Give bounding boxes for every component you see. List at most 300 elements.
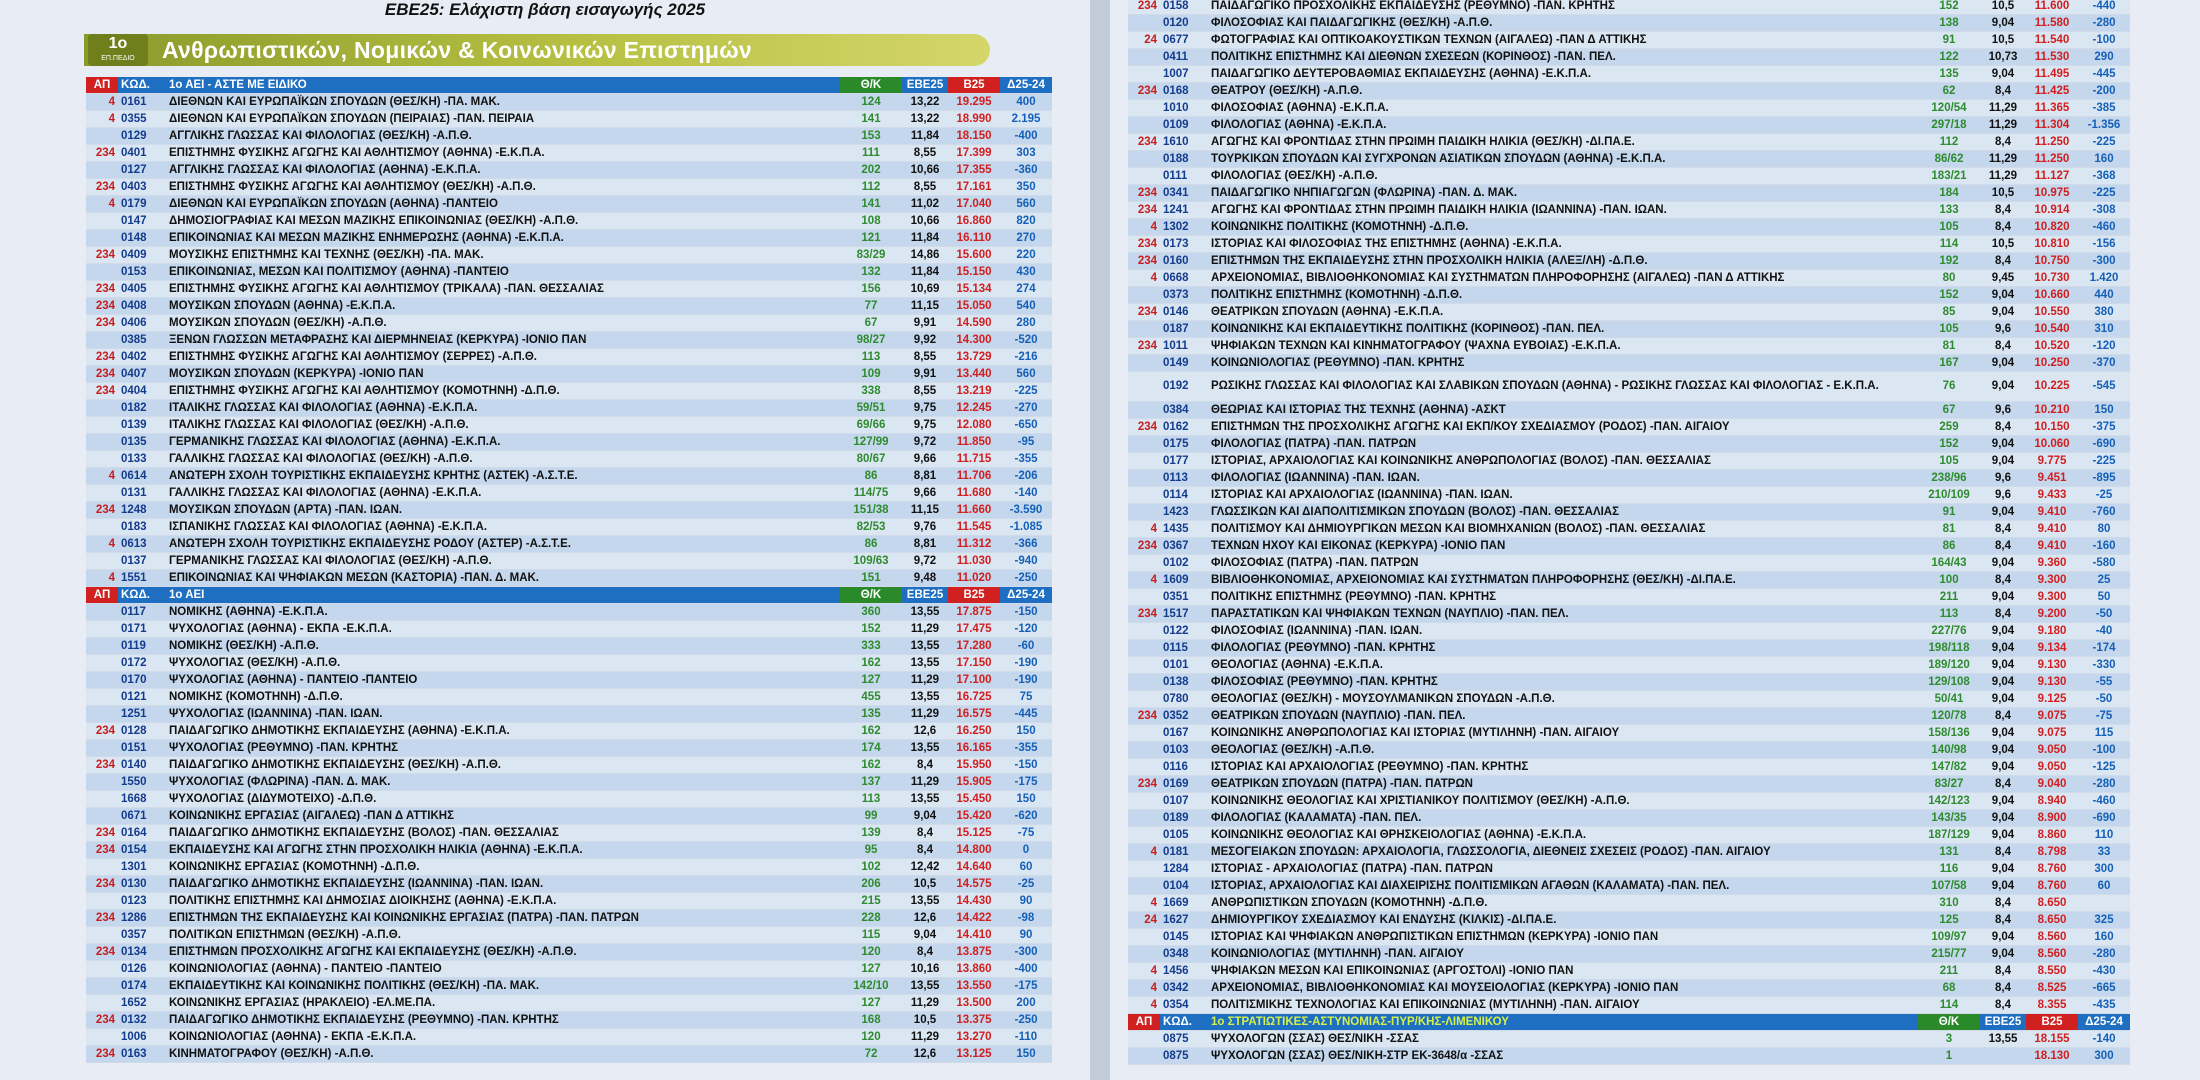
- name-cell: ΘΕΑΤΡΙΚΩΝ ΣΠΟΥΔΩΝ (ΠΑΤΡΑ) -ΠΑΝ. ΠΑΤΡΩΝ: [1208, 776, 1918, 793]
- ebe-cell: 13,55: [902, 893, 948, 910]
- ok-cell: 102: [840, 859, 902, 876]
- ap-cell: [86, 927, 118, 944]
- diff-cell: 160: [2078, 151, 2130, 168]
- name-cell: ΜΟΥΣΙΚΗΣ ΕΠΙΣΤΗΜΗΣ ΚΑΙ ΤΕΧΝΗΣ (ΘΕΣ/ΚΗ) -ΠΑ. ΜΑΚ.: [166, 247, 840, 264]
- b25-cell: 8.860: [2026, 827, 2078, 844]
- name-cell: ΠΑΙΔΑΓΩΓΙΚΟ ΔΗΜΟΤΙΚΗΣ ΕΚΠΑΙΔΕΥΣΗΣ (ΘΕΣ/ΚΗ) -Α.Π.Θ.: [166, 757, 840, 774]
- code-cell: 1301: [118, 859, 166, 876]
- diff-cell: -156: [2078, 236, 2130, 253]
- diff-cell: -368: [2078, 168, 2130, 185]
- b25-cell: 18.990: [948, 111, 1000, 128]
- table-row: [1128, 589, 2130, 606]
- b25-cell: 8.355: [2026, 997, 2078, 1014]
- ebe-cell: 11,84: [902, 230, 948, 247]
- ok-cell: 107/58: [1918, 878, 1980, 895]
- name-cell: ΕΚΠΑΙΔΕΥΤΙΚΗΣ ΚΑΙ ΚΟΙΝΩΝΙΚΗΣ ΠΟΛΙΤΙΚΗΣ (ΘΕΣ/ΚΗ) -ΠΑ. ΜΑΚ.: [166, 978, 840, 995]
- ap-cell: 234: [1128, 202, 1160, 219]
- name-cell: ΠΟΛΙΤΙΚΗΣ ΕΠΙΣΤΗΜΗΣ ΚΑΙ ΔΙΕΘΝΩΝ ΣΧΕΣΕΩΝ (ΚΟΡΙΝΘΟΣ) -ΠΑΝ. ΠΕΛ.: [1208, 49, 1918, 66]
- table-row: [86, 859, 1052, 876]
- ap-cell: [1128, 827, 1160, 844]
- ebe-cell: 11,29: [902, 621, 948, 638]
- ebe-cell: 13,55: [902, 978, 948, 995]
- ap-cell: 24: [1128, 912, 1160, 929]
- b25-cell: 13.440: [948, 366, 1000, 383]
- ebe-cell: 10,73: [1980, 49, 2026, 66]
- ap-cell: 234: [1128, 134, 1160, 151]
- name-cell: ΔΙΕΘΝΩΝ ΚΑΙ ΕΥΡΩΠΑΪΚΩΝ ΣΠΟΥΔΩΝ (ΘΕΣ/ΚΗ) -ΠΑ. ΜΑΚ.: [166, 94, 840, 111]
- code-cell: 1550: [118, 774, 166, 791]
- diff-cell: -360: [1000, 162, 1052, 179]
- header-ok-cell: Θ/Κ: [840, 77, 902, 94]
- table-row: [86, 808, 1052, 825]
- ebe-cell: 9,04: [902, 927, 948, 944]
- ap-cell: 234: [86, 502, 118, 519]
- code-cell: 0614: [118, 468, 166, 485]
- b25-cell: 8.525: [2026, 980, 2078, 997]
- b25-cell: 11.545: [948, 519, 1000, 536]
- ap-cell: [86, 791, 118, 808]
- code-cell: 0385: [118, 332, 166, 349]
- diff-cell: -650: [1000, 417, 1052, 434]
- code-cell: 0404: [118, 383, 166, 400]
- ebe-cell: 9,72: [902, 553, 948, 570]
- ok-cell: 67: [840, 315, 902, 332]
- ok-cell: 100: [1918, 572, 1980, 589]
- table-row: [1128, 997, 2130, 1014]
- ok-cell: 210/109: [1918, 487, 1980, 504]
- table-row: [86, 451, 1052, 468]
- diff-cell: 33: [2078, 844, 2130, 861]
- name-cell: ΠΑΙΔΑΓΩΓΙΚΟ ΝΗΠΙΑΓΩΓΩΝ (ΦΛΩΡΙΝΑ) -ΠΑΝ. Δ. ΜΑΚ.: [1208, 185, 1918, 202]
- ok-cell: 147/82: [1918, 759, 1980, 776]
- ap-cell: [86, 400, 118, 417]
- header-name-cell: 1ο ΑΕΙ: [166, 587, 840, 604]
- ok-cell: 77: [840, 298, 902, 315]
- name-cell: ΘΕΟΛΟΓΙΑΣ (ΑΘΗΝΑ) -Ε.Κ.Π.Α.: [1208, 657, 1918, 674]
- b25-cell: 11.850: [948, 434, 1000, 451]
- b25-cell: 11.495: [2026, 66, 2078, 83]
- ok-cell: 80: [1918, 270, 1980, 287]
- ok-cell: 83/29: [840, 247, 902, 264]
- ebe-cell: 11,29: [902, 706, 948, 723]
- ebe-cell: 9,04: [1980, 742, 2026, 759]
- ok-cell: 158/136: [1918, 725, 1980, 742]
- table-row: [1128, 793, 2130, 810]
- name-cell: ΕΚΠΑΙΔΕΥΣΗΣ ΚΑΙ ΑΓΩΓΗΣ ΣΤΗΝ ΠΡΟΣΧΟΛΙΚΗ ΗΛΙΚΙΑ (ΑΘΗΝΑ) -Ε.Κ.Π.Α.: [166, 842, 840, 859]
- ok-cell: 86/62: [1918, 151, 1980, 168]
- ap-cell: [1128, 66, 1160, 83]
- ap-cell: 234: [86, 315, 118, 332]
- ok-cell: 141: [840, 196, 902, 213]
- table-row: [1128, 419, 2130, 436]
- ap-cell: 234: [1128, 419, 1160, 436]
- ok-cell: 135: [1918, 66, 1980, 83]
- diff-cell: -200: [2078, 83, 2130, 100]
- page-gutter: [1090, 0, 1110, 1080]
- ap-cell: [86, 774, 118, 791]
- ok-cell: 228: [840, 910, 902, 927]
- b25-cell: 16.575: [948, 706, 1000, 723]
- ebe-cell: 13,22: [902, 111, 948, 128]
- code-cell: 1669: [1160, 895, 1208, 912]
- ok-cell: 139: [840, 825, 902, 842]
- diff-cell: -25: [1000, 876, 1052, 893]
- ebe-cell: 9,45: [1980, 270, 2026, 287]
- ok-cell: 211: [1918, 589, 1980, 606]
- code-cell: 0613: [118, 536, 166, 553]
- ebe-cell: 10,5: [902, 1012, 948, 1029]
- diff-cell: 150: [2078, 402, 2130, 419]
- diff-cell: 90: [1000, 893, 1052, 910]
- table-row: [86, 570, 1052, 587]
- table-row: [86, 213, 1052, 230]
- ebe-cell: 10,66: [902, 213, 948, 230]
- b25-cell: 9.075: [2026, 725, 2078, 742]
- b25-cell: 11.250: [2026, 151, 2078, 168]
- code-cell: 1435: [1160, 521, 1208, 538]
- ebe-cell: 13,55: [902, 791, 948, 808]
- b25-cell: 16.725: [948, 689, 1000, 706]
- name-cell: ΠΑΙΔΑΓΩΓΙΚΟ ΔΗΜΟΤΙΚΗΣ ΕΚΠΑΙΔΕΥΣΗΣ (ΡΕΘΥΜΝΟ) -ΠΑΝ. ΚΡΗΤΗΣ: [166, 1012, 840, 1029]
- b25-cell: 13.219: [948, 383, 1000, 400]
- ok-cell: 162: [840, 757, 902, 774]
- table-row: [1128, 304, 2130, 321]
- code-cell: 0158: [1160, 0, 1208, 15]
- ap-cell: 24: [1128, 32, 1160, 49]
- code-cell: 0357: [118, 927, 166, 944]
- header-diff-cell: Δ25-24: [2078, 1014, 2130, 1031]
- table-row: [1128, 555, 2130, 572]
- name-cell: ΝΟΜΙΚΗΣ (ΑΘΗΝΑ) -Ε.Κ.Π.Α.: [166, 604, 840, 621]
- name-cell: ΕΠΙΣΤΗΜΩΝ ΤΗΣ ΕΚΠΑΙΔΕΥΣΗΣ ΚΑΙ ΚΟΙΝΩΝΙΚΗΣ ΕΡΓΑΣΙΑΣ (ΠΑΤΡΑ) -ΠΑΝ. ΠΑΤΡΩΝ: [166, 910, 840, 927]
- code-cell: 0105: [1160, 827, 1208, 844]
- name-cell: ΘΕΟΛΟΓΙΑΣ (ΘΕΣ/ΚΗ) -Α.Π.Θ.: [1208, 742, 1918, 759]
- b25-cell: 9.125: [2026, 691, 2078, 708]
- ap-cell: [1128, 100, 1160, 117]
- ebe-cell: 9,04: [1980, 15, 2026, 32]
- ebe-cell: 9,75: [902, 400, 948, 417]
- ap-cell: [86, 859, 118, 876]
- b25-cell: 11.600: [2026, 0, 2078, 15]
- ap-cell: [1128, 287, 1160, 304]
- ok-cell: 113: [840, 349, 902, 366]
- b25-cell: 11.365: [2026, 100, 2078, 117]
- code-cell: 0173: [1160, 236, 1208, 253]
- table-row: [1128, 657, 2130, 674]
- header-diff-cell: Δ25-24: [1000, 587, 1052, 604]
- diff-cell: -150: [1000, 604, 1052, 621]
- code-cell: 0101: [1160, 657, 1208, 674]
- diff-cell: -225: [1000, 383, 1052, 400]
- diff-cell: -175: [1000, 774, 1052, 791]
- table-row: [1128, 776, 2130, 793]
- ebe-cell: 11,02: [902, 196, 948, 213]
- diff-cell: -55: [2078, 674, 2130, 691]
- name-cell: ΚΟΙΝΩΝΙΟΛΟΓΙΑΣ (ΑΘΗΝΑ) - ΕΚΠΑ -Ε.Κ.Π.Α.: [166, 1029, 840, 1046]
- ok-cell: 1: [1918, 1048, 1980, 1065]
- table-row: [1128, 1031, 2130, 1048]
- name-cell: ΠΟΛΙΤΙΣΜΙΚΗΣ ΤΕΧΝΟΛΟΓΙΑΣ ΚΑΙ ΕΠΙΚΟΙΝΩΝΙΑΣ (ΜΥΤΙΛΗΝΗ) -ΠΑΝ. ΑΙΓΑΙΟΥ: [1208, 997, 1918, 1014]
- ok-cell: 81: [1918, 338, 1980, 355]
- table-row: [86, 774, 1052, 791]
- ebe-cell: 9,04: [1980, 725, 2026, 742]
- diff-cell: -665: [2078, 980, 2130, 997]
- ok-cell: 138: [1918, 15, 1980, 32]
- code-cell: 0352: [1160, 708, 1208, 725]
- name-cell: ΓΕΡΜΑΝΙΚΗΣ ΓΛΩΣΣΑΣ ΚΑΙ ΦΙΛΟΛΟΓΙΑΣ (ΘΕΣ/ΚΗ) -Α.Π.Θ.: [166, 553, 840, 570]
- ap-cell: 234: [1128, 776, 1160, 793]
- diff-cell: -280: [2078, 776, 2130, 793]
- header-b25-cell: Β25: [948, 587, 1000, 604]
- code-cell: 0107: [1160, 793, 1208, 810]
- ok-cell: 156: [840, 281, 902, 298]
- diff-cell: 80: [2078, 521, 2130, 538]
- diff-cell: -190: [1000, 672, 1052, 689]
- ebe-cell: 9,04: [1980, 555, 2026, 572]
- code-cell: 0187: [1160, 321, 1208, 338]
- diff-cell: -355: [1000, 740, 1052, 757]
- b25-cell: 15.125: [948, 825, 1000, 842]
- diff-cell: 290: [2078, 49, 2130, 66]
- table-row: [1128, 100, 2130, 117]
- ebe-cell: 9,04: [1980, 861, 2026, 878]
- table-row: [86, 400, 1052, 417]
- diff-cell: -370: [2078, 355, 2130, 372]
- name-cell: ΠΟΛΙΤΙΣΜΟΥ ΚΑΙ ΔΗΜΙΟΥΡΓΙΚΩΝ ΜΕΣΩΝ ΚΑΙ ΒΙΟΜΗΧΑΝΙΩΝ (ΒΟΛΟΣ) -ΠΑΝ. ΘΕΣΣΑΛΙΑΣ: [1208, 521, 1918, 538]
- diff-cell: -440: [2078, 0, 2130, 15]
- b25-cell: 10.060: [2026, 436, 2078, 453]
- name-cell: ΑΡΧΕΙΟΝΟΜΙΑΣ, ΒΙΒΛΙΟΘΗΚΟΝΟΜΙΑΣ ΚΑΙ ΣΥΣΤΗΜΑΤΩΝ ΠΛΗΡΟΦΟΡΗΣΗΣ (ΑΙΓΑΛΕΩ) -ΠΑΝ Δ ΑΤΤΙΚΗΣ: [1208, 270, 1918, 287]
- ok-cell: 120/54: [1918, 100, 1980, 117]
- ap-cell: [1128, 946, 1160, 963]
- b25-cell: 18.130: [2026, 1048, 2078, 1065]
- b25-cell: 10.750: [2026, 253, 2078, 270]
- ap-cell: 234: [1128, 185, 1160, 202]
- diff-cell: -545: [2078, 372, 2130, 402]
- code-cell: 0402: [118, 349, 166, 366]
- code-cell: 0367: [1160, 538, 1208, 555]
- code-cell: 0875: [1160, 1048, 1208, 1065]
- ap-cell: [1128, 691, 1160, 708]
- table-row: [86, 655, 1052, 672]
- name-cell: ΦΙΛΟΣΟΦΙΑΣ (ΡΕΘΥΜΝΟ) -ΠΑΝ. ΚΡΗΤΗΣ: [1208, 674, 1918, 691]
- code-cell: 1668: [118, 791, 166, 808]
- ap-cell: [86, 740, 118, 757]
- ebe-cell: 8,4: [1980, 419, 2026, 436]
- diff-cell: -1.085: [1000, 519, 1052, 536]
- ap-cell: 4: [86, 111, 118, 128]
- code-cell: 0668: [1160, 270, 1208, 287]
- ebe-cell: 11,15: [902, 298, 948, 315]
- ap-cell: [1128, 555, 1160, 572]
- ok-cell: 143/35: [1918, 810, 1980, 827]
- code-cell: 0183: [118, 519, 166, 536]
- ebe-cell: 9,04: [1980, 929, 2026, 946]
- table-row: [86, 315, 1052, 332]
- code-cell: 1011: [1160, 338, 1208, 355]
- name-cell: ΙΣΤΟΡΙΑΣ ΚΑΙ ΨΗΦΙΑΚΩΝ ΑΝΘΡΩΠΙΣΤΙΚΩΝ ΕΠΙΣΤΗΜΩΝ (ΚΕΡΚΥΡΑ) -ΙΟΝΙΟ ΠΑΝ: [1208, 929, 1918, 946]
- ok-cell: 455: [840, 689, 902, 706]
- name-cell: ΠΟΛΙΤΙΚΗΣ ΕΠΙΣΤΗΜΗΣ (ΡΕΘΥΜΝΟ) -ΠΑΝ. ΚΡΗΤΗΣ: [1208, 589, 1918, 606]
- ebe-cell: 13,55: [902, 689, 948, 706]
- b25-cell: 13.375: [948, 1012, 1000, 1029]
- code-cell: 0671: [118, 808, 166, 825]
- code-cell: 0403: [118, 179, 166, 196]
- b25-cell: 13.500: [948, 995, 1000, 1012]
- ebe-cell: 8,4: [1980, 963, 2026, 980]
- diff-cell: 400: [1000, 94, 1052, 111]
- name-cell: ΑΝΩΤΕΡΗ ΣΧΟΛΗ ΤΟΥΡΙΣΤΙΚΗΣ ΕΚΠΑΙΔΕΥΣΗΣ ΡΟΔΟΥ (ΑΣΤΕΡ) -Α.Σ.Τ.Ε.: [166, 536, 840, 553]
- diff-cell: -430: [2078, 963, 2130, 980]
- ok-cell: 227/76: [1918, 623, 1980, 640]
- code-cell: 0406: [118, 315, 166, 332]
- b25-cell: 13.125: [948, 1046, 1000, 1063]
- code-cell: 0407: [118, 366, 166, 383]
- b25-cell: 17.399: [948, 145, 1000, 162]
- name-cell: ΔΗΜΟΣΙΟΓΡΑΦΙΑΣ ΚΑΙ ΜΕΣΩΝ ΜΑΖΙΚΗΣ ΕΠΙΚΟΙΝΩΝΙΑΣ (ΘΕΣ/ΚΗ) -Α.Π.Θ.: [166, 213, 840, 230]
- diff-cell: -225: [2078, 453, 2130, 470]
- diff-cell: 150: [1000, 791, 1052, 808]
- table-row: [86, 230, 1052, 247]
- ebe-cell: 10,16: [902, 961, 948, 978]
- code-cell: 0151: [118, 740, 166, 757]
- table-section-header: [86, 77, 1052, 94]
- code-cell: 1551: [118, 570, 166, 587]
- table-row: [1128, 202, 2130, 219]
- ap-cell: 4: [1128, 980, 1160, 997]
- ap-cell: [1128, 355, 1160, 372]
- table-row: [1128, 253, 2130, 270]
- ok-cell: 151: [840, 570, 902, 587]
- code-cell: 1241: [1160, 202, 1208, 219]
- ap-cell: 234: [86, 383, 118, 400]
- name-cell: ΘΕΑΤΡΙΚΩΝ ΣΠΟΥΔΩΝ (ΝΑΥΠΛΙΟ) -ΠΑΝ. ΠΕΛ.: [1208, 708, 1918, 725]
- diff-cell: -308: [2078, 202, 2130, 219]
- diff-cell: 115: [2078, 725, 2130, 742]
- ebe-cell: 9,04: [1980, 827, 2026, 844]
- diff-cell: -940: [1000, 553, 1052, 570]
- ok-cell: 142/123: [1918, 793, 1980, 810]
- ap-cell: [1128, 1031, 1160, 1048]
- code-cell: 0342: [1160, 980, 1208, 997]
- name-cell: ΑΓΩΓΗΣ ΚΑΙ ΦΡΟΝΤΙΔΑΣ ΣΤΗΝ ΠΡΩΙΜΗ ΠΑΙΔΙΚΗ ΗΛΙΚΙΑ (ΙΩΑΝΝΙΝΑ) -ΠΑΝ. ΙΩΑΝ.: [1208, 202, 1918, 219]
- header-ebe-cell: ΕΒΕ25: [902, 77, 948, 94]
- table-row: [1128, 504, 2130, 521]
- diff-cell: -110: [1000, 1029, 1052, 1046]
- name-cell: ΤΕΧΝΩΝ ΗΧΟΥ ΚΑΙ ΕΙΚΟΝΑΣ (ΚΕΡΚΥΡΑ) -ΙΟΝΙΟ ΠΑΝ: [1208, 538, 1918, 555]
- ok-cell: 141: [840, 111, 902, 128]
- table-row: [86, 706, 1052, 723]
- page-title: ΕΒΕ25: Ελάχιστη βάση εισαγωγής 2025: [384, 0, 706, 19]
- ok-cell: 86: [840, 468, 902, 485]
- ok-cell: 62: [1918, 83, 1980, 100]
- diff-cell: 2.195: [1000, 111, 1052, 128]
- name-cell: ΕΠΙΚΟΙΝΩΝΙΑΣ, ΜΕΣΩΝ ΚΑΙ ΠΟΛΙΤΙΣΜΟΥ (ΑΘΗΝΑ) -ΠΑΝΤΕΙΟ: [166, 264, 840, 281]
- ebe-cell: 8,55: [902, 383, 948, 400]
- name-cell: ΒΙΒΛΙΟΘΗΚΟΝΟΜΙΑΣ, ΑΡΧΕΙΟΝΟΜΙΑΣ ΚΑΙ ΣΥΣΤΗΜΑΤΩΝ ΠΛΗΡΟΦΟΡΗΣΗΣ (ΘΕΣ/ΚΗ) -ΔΙ.ΠΑ.Ε.: [1208, 572, 1918, 589]
- ebe-cell: 9,04: [1980, 640, 2026, 657]
- diff-cell: -1.356: [2078, 117, 2130, 134]
- code-cell: 0148: [118, 230, 166, 247]
- b25-cell: 11.030: [948, 553, 1000, 570]
- code-cell: 0161: [118, 94, 166, 111]
- ap-cell: [86, 621, 118, 638]
- code-cell: 0348: [1160, 946, 1208, 963]
- table-row: [1128, 640, 2130, 657]
- ok-cell: 72: [840, 1046, 902, 1063]
- ebe-cell: 9,48: [902, 570, 948, 587]
- ebe-cell: 10,5: [902, 876, 948, 893]
- header-b25-cell: Β25: [948, 77, 1000, 94]
- table-row: [1128, 963, 2130, 980]
- ok-cell: 338: [840, 383, 902, 400]
- table-row: [86, 791, 1052, 808]
- diff-cell: -620: [1000, 808, 1052, 825]
- table-row: [86, 349, 1052, 366]
- code-cell: 0129: [118, 128, 166, 145]
- code-cell: 0139: [118, 417, 166, 434]
- ap-cell: [1128, 372, 1160, 402]
- code-cell: 1284: [1160, 861, 1208, 878]
- code-cell: 1006: [118, 1029, 166, 1046]
- ap-cell: [86, 604, 118, 621]
- ebe-cell: 12,6: [902, 1046, 948, 1063]
- diff-cell: 220: [1000, 247, 1052, 264]
- b25-cell: 13.875: [948, 944, 1000, 961]
- b25-cell: 16.860: [948, 213, 1000, 230]
- code-cell: 0104: [1160, 878, 1208, 895]
- name-cell: ΓΕΡΜΑΝΙΚΗΣ ΓΛΩΣΣΑΣ ΚΑΙ ΦΙΛΟΛΟΓΙΑΣ (ΑΘΗΝΑ) -Ε.Κ.Π.Α.: [166, 434, 840, 451]
- ebe-cell: 10,69: [902, 281, 948, 298]
- name-cell: ΦΙΛΟΛΟΓΙΑΣ (ΙΩΑΝΝΙΝΑ) -ΠΑΝ. ΙΩΑΝ.: [1208, 470, 1918, 487]
- ap-cell: 234: [1128, 304, 1160, 321]
- ap-cell: 234: [86, 944, 118, 961]
- diff-cell: -100: [2078, 742, 2130, 759]
- ok-cell: 91: [1918, 32, 1980, 49]
- name-cell: ΘΕΑΤΡΟΥ (ΘΕΣ/ΚΗ) -Α.Π.Θ.: [1208, 83, 1918, 100]
- ebe-cell: 10,5: [1980, 0, 2026, 15]
- ok-cell: 114: [1918, 997, 1980, 1014]
- diff-cell: -690: [2078, 436, 2130, 453]
- code-cell: 0119: [118, 638, 166, 655]
- name-cell: ΦΙΛΟΣΟΦΙΑΣ ΚΑΙ ΠΑΙΔΑΓΩΓΙΚΗΣ (ΘΕΣ/ΚΗ) -Α.Π.Θ.: [1208, 15, 1918, 32]
- diff-cell: 303: [1000, 145, 1052, 162]
- diff-cell: -95: [1000, 434, 1052, 451]
- ebe-cell: 9,04: [1980, 946, 2026, 963]
- name-cell: ΚΟΙΝΩΝΙΚΗΣ ΕΡΓΑΣΙΑΣ (ΚΟΜΟΤΗΝΗ) -Δ.Π.Θ.: [166, 859, 840, 876]
- name-cell: ΕΠΙΚΟΙΝΩΝΙΑΣ ΚΑΙ ΨΗΦΙΑΚΩΝ ΜΕΣΩΝ (ΚΑΣΤΟΡΙΑ) -ΠΑΝ. Δ. ΜΑΚ.: [166, 570, 840, 587]
- ok-cell: 211: [1918, 963, 1980, 980]
- ap-cell: [1128, 878, 1160, 895]
- diff-cell: -140: [2078, 1031, 2130, 1048]
- ap-cell: [86, 995, 118, 1012]
- code-cell: 0116: [1160, 759, 1208, 776]
- table-row: [86, 876, 1052, 893]
- name-cell: ΚΟΙΝΩΝΙΚΗΣ ΕΡΓΑΣΙΑΣ (ΑΙΓΑΛΕΩ) -ΠΑΝ Δ ΑΤΤΙΚΗΣ: [166, 808, 840, 825]
- ok-cell: 164/43: [1918, 555, 1980, 572]
- table-row: [86, 1012, 1052, 1029]
- code-cell: 0409: [118, 247, 166, 264]
- ok-cell: 360: [840, 604, 902, 621]
- b25-cell: 14.422: [948, 910, 1000, 927]
- b25-cell: 9.451: [2026, 470, 2078, 487]
- table-row: [86, 298, 1052, 315]
- table-row: [1128, 521, 2130, 538]
- code-cell: 0146: [1160, 304, 1208, 321]
- code-cell: 0188: [1160, 151, 1208, 168]
- ap-cell: 4: [1128, 895, 1160, 912]
- ok-cell: 98/27: [840, 332, 902, 349]
